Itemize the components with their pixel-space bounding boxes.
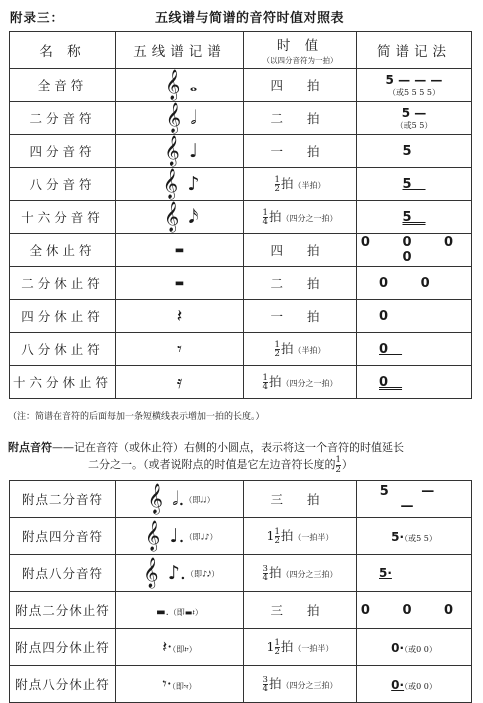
treble-clef-icon: 𝄞 <box>165 103 182 133</box>
table-row: 十六分音符 𝄞 𝅘𝅥𝅯 $\frac{1}{4}$ 拍（四分之一拍） 5 <box>10 201 472 234</box>
table-row: 二分音符 𝄞 𝅗𝅥 二 拍 5 — （或5 5） <box>10 102 472 135</box>
whole-note-icon: 𝅝 <box>189 74 198 96</box>
table-row: 八分休止符 𝄾 $\frac{1}{2}$ 拍（半拍） 0 <box>10 333 472 366</box>
table-row: 附点八分休止符 𝄾·（即𝄾𝄿） $\frac{3}{4}$ 拍（四分之三拍） 0·（或0 0） <box>10 666 472 703</box>
treble-clef-icon: 𝄞 <box>164 136 180 166</box>
whole-rest-icon: ▬ <box>116 234 244 267</box>
eighth-rest-icon: 𝄾 <box>116 333 244 366</box>
treble-clef-icon: 𝄞 <box>143 558 159 588</box>
sixteenth-rest-icon: 𝄿 <box>116 366 244 399</box>
dotted-eighth-rest-icon: 𝄾· <box>162 674 172 693</box>
eighth-note-icon: ♪ <box>187 173 200 195</box>
dotted-half-rest-icon: ▬. <box>156 606 169 618</box>
treble-clef-icon: 𝄞 <box>147 484 163 514</box>
dotted-note-term: 附点音符 <box>8 441 52 454</box>
appendix-label: 附录三： <box>10 10 65 25</box>
page-header <box>10 6 473 28</box>
dotted-quarter-rest-icon: 𝄽· <box>162 637 173 656</box>
col-value-header: 时 值 （以四分音符为一拍） <box>244 32 357 69</box>
col-jianpu-header: 简谱记法 <box>357 32 472 69</box>
table-row: 附点二分音符 𝄞 𝅗𝅥.（即𝅗𝅥♩） 三 拍 5 — — <box>10 481 472 518</box>
dotted-quarter-note-icon: ♩. <box>169 525 185 547</box>
col-staff-header: 五线谱记谱 <box>116 32 244 69</box>
quarter-note-icon: ♩ <box>189 140 198 162</box>
half-note-icon: 𝅗𝅥 <box>190 107 197 129</box>
table-row: 附点四分休止符 𝄽·（即𝄽𝄾） 1 $\frac{1}{2}$ 拍（一拍半） 0·（或0 0） <box>10 629 472 666</box>
dotted-note-table <box>9 480 472 703</box>
table-row: 附点八分音符 𝄞 ♪.（即♪𝅘𝅥𝅯） $\frac{3}{4}$ 拍（四分之三拍） 5· <box>10 555 472 592</box>
quarter-rest-icon: 𝄽 <box>116 300 244 333</box>
dotted-note-description: 附点音符——记在音符（或休止符）右侧的小圆点，表示将这一个音符的时值延长 二分之一。（或者说附点的时值是它左边音符长度的 $\frac{1}{2}$ ） <box>8 441 404 475</box>
dotted-eighth-note-icon: ♪. <box>167 562 186 584</box>
page-title: 五线谱与简谱的音符时值对照表 <box>155 11 345 26</box>
table-row: 四分休止符 𝄽 一 拍 0 <box>10 300 472 333</box>
treble-clef-icon: 𝄞 <box>144 521 161 551</box>
table-row: 二分休止符 ▬ 二 拍 0 0 <box>10 267 472 300</box>
treble-clef-icon: 𝄞 <box>163 202 180 232</box>
table-row: 全休止符 ▬ 四 拍 0 0 0 0 <box>10 234 472 267</box>
table-row: 八分音符 𝄞 ♪ $\frac{1}{2}$ 拍（半拍） 5 <box>10 168 472 201</box>
treble-clef-icon: 𝄞 <box>162 169 179 199</box>
dotted-half-note-icon: 𝅗𝅥. <box>172 488 185 510</box>
table-row: 十六分休止符 𝄿 $\frac{1}{4}$ 拍（四分之一拍） 0 <box>10 366 472 399</box>
table-row: 全音符 𝄞 𝅝 四 拍 5 — — — （或5 5 5 5） <box>10 69 472 102</box>
note-value-table <box>9 31 472 399</box>
half-rest-icon: ▬ <box>116 267 244 300</box>
table-row: 附点四分音符 𝄞 ♩.（即♩♪） 1 $\frac{1}{2}$ 拍（一拍半） 5·（或5 5） <box>10 518 472 555</box>
sixteenth-note-icon: 𝅘𝅥𝅯 <box>188 206 199 228</box>
col-name-header: 名 称 <box>10 32 116 69</box>
table-row: 附点二分休止符 ▬.（即▬𝄽） 三 拍 0 0 0 <box>10 592 472 629</box>
footnote: （注：简谱在音符的后面每加一条短横线表示增加一拍的长度。） <box>8 412 265 422</box>
table-row: 四分音符 𝄞 ♩ 一 拍 5 <box>10 135 472 168</box>
treble-clef-icon: 𝄞 <box>165 70 181 100</box>
table-header-row <box>10 32 472 69</box>
